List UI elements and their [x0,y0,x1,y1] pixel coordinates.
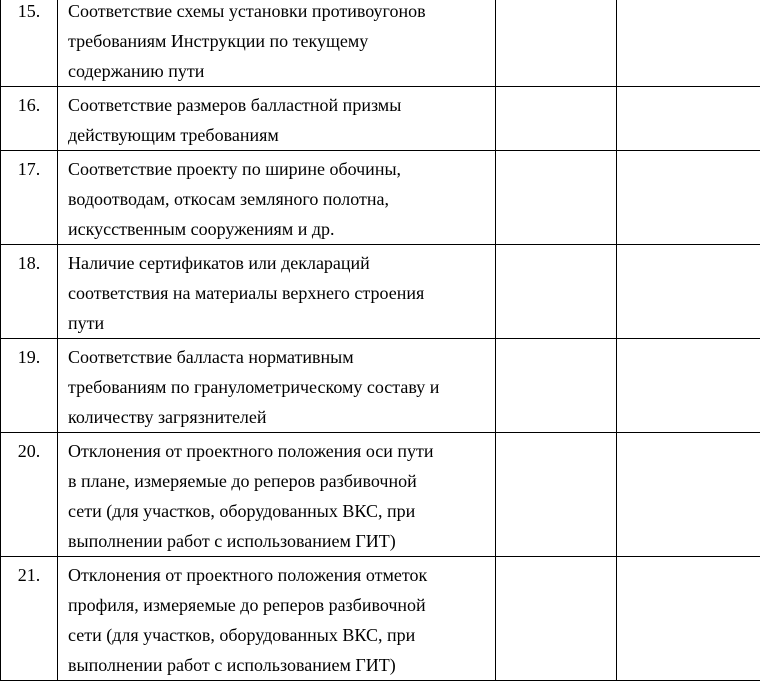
table-row [1,87,760,151]
description-line: Соответствие проекту по ширине обочины, [68,154,491,184]
row-number: 16. [1,87,58,151]
table-row [1,245,760,339]
value-cell-1[interactable] [496,339,617,433]
description-line: пути [68,308,491,338]
description-line: Соответствие схемы установки противоугонов [68,0,491,26]
row-number: 21. [1,557,58,681]
description-line: выполнении работ с использованием ГИТ) [68,526,491,556]
value-cell-2[interactable] [617,151,760,245]
value-cell-1[interactable] [496,0,617,87]
value-cell-1[interactable] [496,557,617,681]
value-cell-2[interactable] [617,339,760,433]
row-description [58,151,496,245]
description-line: количеству загрязнителей [68,402,491,432]
value-cell-2[interactable] [617,433,760,557]
row-description [58,433,496,557]
description-line: водоотводам, откосам земляного полотна, [68,184,491,214]
description-line: содержанию пути [68,56,491,86]
description-line: Отклонения от проектного положения оси пути [68,436,491,466]
value-cell-1[interactable] [496,433,617,557]
value-cell-1[interactable] [496,87,617,151]
table-row [1,557,760,681]
table-row [1,433,760,557]
description-line: профиля, измеряемые до реперов разбивочной [68,590,491,620]
row-number: 15. [1,0,58,87]
value-cell-1[interactable] [496,151,617,245]
table-row [1,339,760,433]
description-line: Соответствие размеров балластной призмы [68,90,491,120]
value-cell-2[interactable] [617,87,760,151]
description-line: требованиям по гранулометрическому составу и [68,372,491,402]
row-description [58,557,496,681]
row-description [58,0,496,87]
value-cell-2[interactable] [617,557,760,681]
value-cell-2[interactable] [617,245,760,339]
description-line: действующим требованиям [68,120,491,150]
table-row [1,0,760,87]
row-description [58,339,496,433]
value-cell-2[interactable] [617,0,760,87]
description-line: искусственным сооружениям и др. [68,214,491,244]
description-line: соответствия на материалы верхнего строения [68,278,491,308]
description-line: Соответствие балласта нормативным [68,342,491,372]
description-line: требованиям Инструкции по текущему [68,26,491,56]
row-number: 17. [1,151,58,245]
description-line: Отклонения от проектного положения отметок [68,560,491,590]
description-line: Наличие сертификатов или деклараций [68,248,491,278]
table-row [1,151,760,245]
description-line: выполнении работ с использованием ГИТ) [68,650,491,680]
row-number: 18. [1,245,58,339]
description-line: сети (для участков, оборудованных ВКС, при [68,620,491,650]
row-description [58,87,496,151]
description-line: сети (для участков, оборудованных ВКС, при [68,496,491,526]
row-number: 20. [1,433,58,557]
description-line: в плане, измеряемые до реперов разбивочной [68,466,491,496]
value-cell-1[interactable] [496,245,617,339]
row-description [58,245,496,339]
row-number: 19. [1,339,58,433]
